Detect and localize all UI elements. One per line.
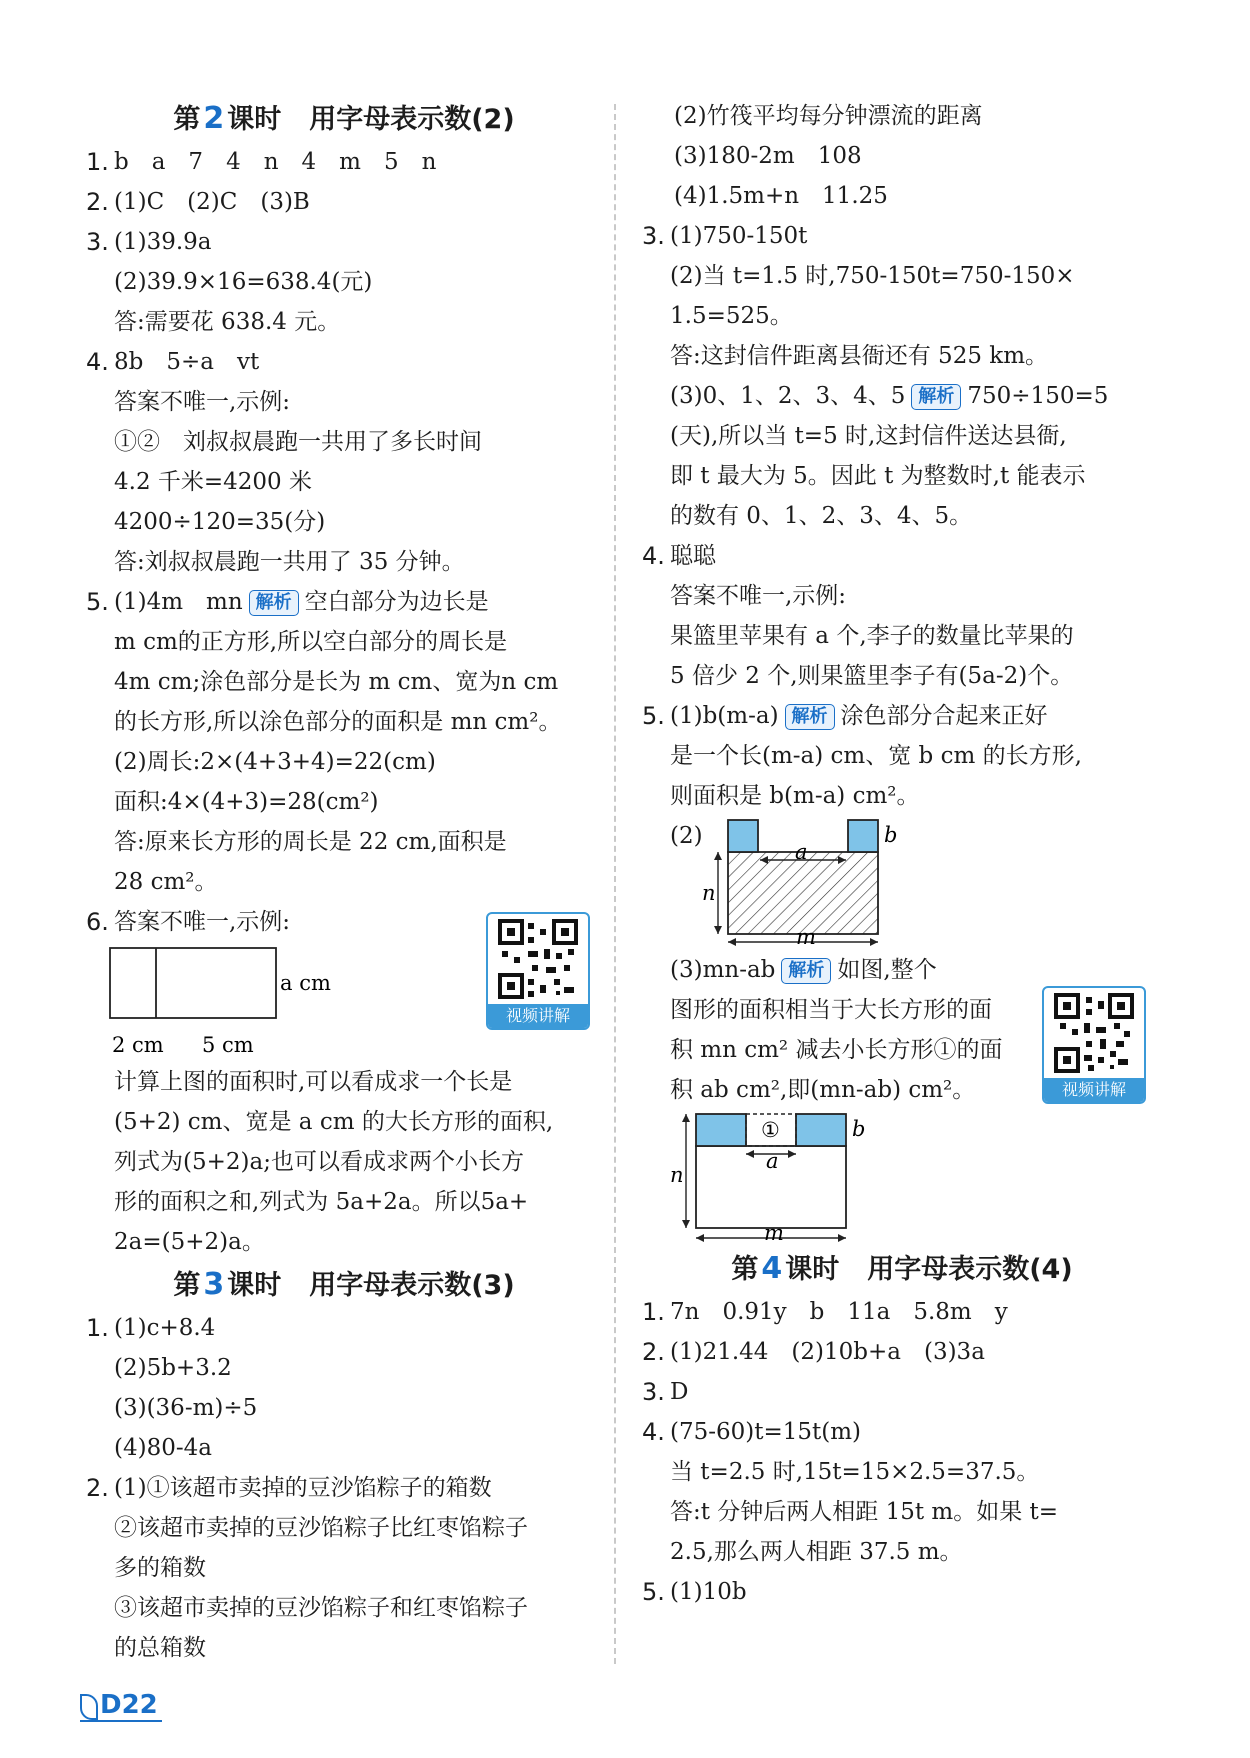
answer-line: 果篮里苹果有 a 个,李子的数量比苹果的 — [670, 623, 1074, 649]
answer-line: 聪聪 — [670, 543, 716, 569]
heading-suffix: 课时 — [227, 104, 282, 135]
answer-line: 涂色部分合起来正好 — [840, 703, 1048, 729]
heading-number: 4 — [761, 1251, 783, 1286]
question-number: 5. — [642, 1578, 665, 1606]
answer-line: (2)5b+3.2 — [114, 1355, 232, 1381]
heading-title: 用字母表示数(2) — [309, 104, 515, 135]
answer-line: (1)b(m-a) — [670, 703, 779, 729]
fig-m-label: m — [796, 925, 816, 949]
heading-number: 3 — [203, 1267, 225, 1302]
answer-line: ②该超市卖掉的豆沙馅粽子比红枣馅粽子 — [114, 1515, 528, 1541]
answer-line: 图形的面积相当于大长方形的面 — [670, 997, 992, 1023]
answer-r5 — [642, 696, 1162, 1246]
question-number: 3. — [86, 228, 109, 256]
answer-line: 的总箱数 — [114, 1635, 206, 1661]
answer-line: 答:原来长方形的周长是 22 cm,面积是 — [114, 829, 507, 855]
answer-line: (1)750-150t — [670, 223, 808, 249]
answer-3-2 — [86, 1468, 602, 1668]
answer-line: 多的箱数 — [114, 1555, 206, 1581]
heading-prefix: 第 — [731, 1254, 759, 1285]
answer-line: 形的面积之和,列式为 5a+2a。所以5a+ — [114, 1189, 529, 1215]
section-heading-lesson-4 — [642, 1246, 1162, 1292]
answer-line: 答案不唯一,示例: — [114, 389, 291, 415]
analysis-tag: 解析 — [785, 704, 835, 730]
answer-1 — [86, 142, 602, 182]
question-number: 5. — [86, 588, 109, 616]
answer-line: 答:刘叔叔晨跑一共用了 35 分钟。 — [114, 549, 465, 575]
answer-line: (天),所以当 t=5 时,这封信件送达县衙, — [670, 423, 1067, 449]
answer-line: 当 t=2.5 时,15t=15×2.5=37.5。 — [670, 1459, 1040, 1485]
answer-line: (1)①该超市卖掉的豆沙馅粽子的箱数 — [114, 1475, 492, 1501]
answer-line: 1.5=525。 — [670, 303, 793, 329]
question-number: 3. — [642, 1378, 665, 1406]
answer-line: (2)当 t=1.5 时,750-150t=750-150× — [670, 263, 1075, 289]
fig-width-label-2: 5 cm — [202, 1033, 254, 1057]
answer-text: (1)21.44 (2)10b+a (3)3a — [670, 1339, 985, 1365]
analysis-tag: 解析 — [781, 958, 831, 984]
subtracted-rectangle-diagram — [670, 1110, 900, 1246]
answer-line: ①② 刘叔叔晨跑一共用了多长时间 — [114, 429, 482, 455]
answer-line: 5 倍少 2 个,则果篮里李子有(5a-2)个。 — [670, 663, 1074, 689]
answer-5 — [86, 582, 602, 902]
fig-n-label: n — [670, 1163, 684, 1187]
video-qr-code[interactable] — [1042, 986, 1146, 1104]
answer-line: ③该超市卖掉的豆沙馅粽子和红枣馅粽子 — [114, 1595, 528, 1621]
heading-prefix: 第 — [173, 1270, 201, 1301]
answer-line: (1)4m mn — [114, 589, 243, 615]
heading-suffix: 课时 — [785, 1254, 840, 1285]
fig-a-label: a — [766, 1149, 779, 1173]
qr-code-icon — [1054, 993, 1134, 1073]
answer-line: (1)39.9a — [114, 229, 212, 255]
question-number: 1. — [86, 148, 109, 176]
heading-prefix: 第 — [173, 104, 201, 135]
answer-line: 的数有 0、1、2、3、4、5。 — [670, 503, 973, 529]
qr-label: 视频讲解 — [488, 1004, 588, 1028]
analysis-tag: 解析 — [911, 384, 961, 410]
fig-b-label: b — [852, 1117, 866, 1141]
question-number: 4. — [86, 348, 109, 376]
answer-line: (2)竹筏平均每分钟漂流的距离 — [674, 103, 983, 129]
answer-text: 7n 0.91y b 11a 5.8m y — [670, 1299, 1008, 1325]
section-heading-lesson-2 — [86, 96, 602, 142]
answer-text: D — [670, 1379, 689, 1405]
fig-m-label: m — [764, 1221, 784, 1245]
answer-4 — [86, 342, 602, 582]
question-number: 5. — [642, 702, 665, 730]
question-number: 1. — [86, 1314, 109, 1342]
answer-line: 4.2 千米=4200 米 — [114, 469, 313, 495]
answer-line: 是一个长(m-a) cm、宽 b cm 的长方形, — [670, 743, 1082, 769]
answer-line: 答:t 分钟后两人相距 15t m。如果 t= — [670, 1499, 1059, 1525]
question-number: 1. — [642, 1298, 665, 1326]
fig-side-label: a cm — [280, 971, 331, 995]
qr-code-icon — [498, 919, 578, 999]
answer-line: (4)80-4a — [114, 1435, 212, 1461]
answer-line: 积 mn cm² 减去小长方形①的面 — [670, 1037, 1003, 1063]
answer-line: (2) — [670, 823, 703, 849]
answer-line: 即 t 最大为 5。因此 t 为整数时,t 能表示 — [670, 463, 1086, 489]
fig-width-label-1: 2 cm — [112, 1033, 164, 1057]
question-number: 2. — [86, 1474, 109, 1502]
answer-3-1 — [86, 1308, 602, 1468]
answer-line: 答:需要花 638.4 元。 — [114, 309, 341, 335]
answer-line: (5+2) cm、宽是 a cm 的大长方形的面积, — [114, 1109, 554, 1135]
answer-line: 的长方形,所以涂色部分的面积是 mn cm²。 — [114, 709, 562, 735]
heading-title: 用字母表示数(3) — [309, 1270, 515, 1301]
question-number: 4. — [642, 542, 665, 570]
answer-line: 8b 5÷a vt — [114, 349, 260, 375]
answer-r3 — [642, 216, 1162, 536]
question-number: 3. — [642, 222, 665, 250]
answer-4-2 — [642, 1332, 1162, 1372]
hatched-shape-figure — [670, 816, 1082, 950]
answer-r4 — [642, 536, 1162, 696]
answer-4-1 — [642, 1292, 1162, 1332]
heading-suffix: 课时 — [227, 1270, 282, 1301]
answer-3 — [86, 222, 602, 342]
fig-b-label: b — [884, 823, 898, 847]
answer-line: (3)mn-ab — [670, 957, 776, 983]
answer-line: (4)1.5m+n 11.25 — [674, 183, 888, 209]
answer-line: 4200÷120=35(分) — [114, 509, 326, 535]
qr-label: 视频讲解 — [1044, 1078, 1144, 1102]
answer-text: (1)C (2)C (3)B — [114, 189, 310, 215]
question-number: 2. — [86, 188, 109, 216]
page-number — [80, 1690, 162, 1722]
question-number: 4. — [642, 1418, 665, 1446]
answer-line: (3)180-2m 108 — [674, 143, 862, 169]
answer-line: (2)周长:2×(4+3+4)=22(cm) — [114, 749, 436, 775]
answer-line: 积 ab cm²,即(mn-ab) cm²。 — [670, 1077, 976, 1103]
answer-line: 计算上图的面积时,可以看成求一个长是 — [114, 1069, 513, 1095]
answer-line: 答:这封信件距离县衙还有 525 km。 — [670, 343, 1049, 369]
question-number: 6. — [86, 908, 109, 936]
answer-line: (2)39.9×16=638.4(元) — [114, 269, 373, 295]
answer-line: 列式为(5+2)a;也可以看成求两个小长方 — [114, 1149, 524, 1175]
answer-line: 750÷150=5 — [967, 383, 1109, 409]
answer-line: 空白部分为边长是 — [304, 589, 489, 615]
fig-circle-one-label: ① — [761, 1118, 780, 1142]
answer-2 — [86, 182, 602, 222]
heading-title: 用字母表示数(4) — [867, 1254, 1073, 1285]
answer-line: m cm的正方形,所以空白部分的周长是 — [114, 629, 508, 655]
answer-line: 2a=(5+2)a。 — [114, 1229, 265, 1255]
answer-line: (3)(36-m)÷5 — [114, 1395, 258, 1421]
fig-a-label: a — [795, 840, 808, 864]
answer-line: 4m cm;涂色部分是长为 m cm、宽为n cm — [114, 669, 559, 695]
hatched-shape-diagram — [700, 816, 960, 950]
answer-4-5 — [642, 1572, 1162, 1612]
subtracted-rectangle-figure — [670, 1110, 1082, 1246]
right-column — [642, 96, 1162, 1612]
leaf-icon — [80, 1694, 98, 1720]
answer-line: 28 cm²。 — [114, 869, 218, 895]
analysis-tag: 解析 — [249, 590, 299, 616]
answer-text: (1)10b — [670, 1579, 747, 1605]
answer-line: 2.5,那么两人相距 37.5 m。 — [670, 1539, 963, 1565]
section-heading-lesson-3 — [86, 1262, 602, 1308]
answer-line: 则面积是 b(m-a) cm²。 — [670, 783, 920, 809]
question-number: 2. — [642, 1338, 665, 1366]
page-number-text: D22 — [100, 1690, 158, 1720]
answer-4-3 — [642, 1372, 1162, 1412]
column-divider — [614, 104, 616, 1664]
answer-line: (75-60)t=15t(m) — [670, 1419, 862, 1445]
answer-line: 答案不唯一,示例: — [670, 583, 847, 609]
answer-line: 如图,整个 — [837, 957, 937, 983]
answer-line: 答案不唯一,示例: — [114, 909, 291, 935]
answer-line: (1)c+8.4 — [114, 1315, 216, 1341]
answer-text: b a 7 4 n 4 m 5 n — [114, 149, 437, 175]
fig-n-label: n — [702, 881, 716, 905]
answer-line: 面积:4×(4+3)=28(cm²) — [114, 789, 379, 815]
answer-4-4 — [642, 1412, 1162, 1572]
answer-line: (3)0、1、2、3、4、5 — [670, 383, 906, 409]
left-column — [86, 96, 602, 1668]
video-qr-code[interactable] — [486, 912, 590, 1030]
heading-number: 2 — [203, 101, 225, 136]
rectangle-split-diagram — [108, 942, 408, 1062]
